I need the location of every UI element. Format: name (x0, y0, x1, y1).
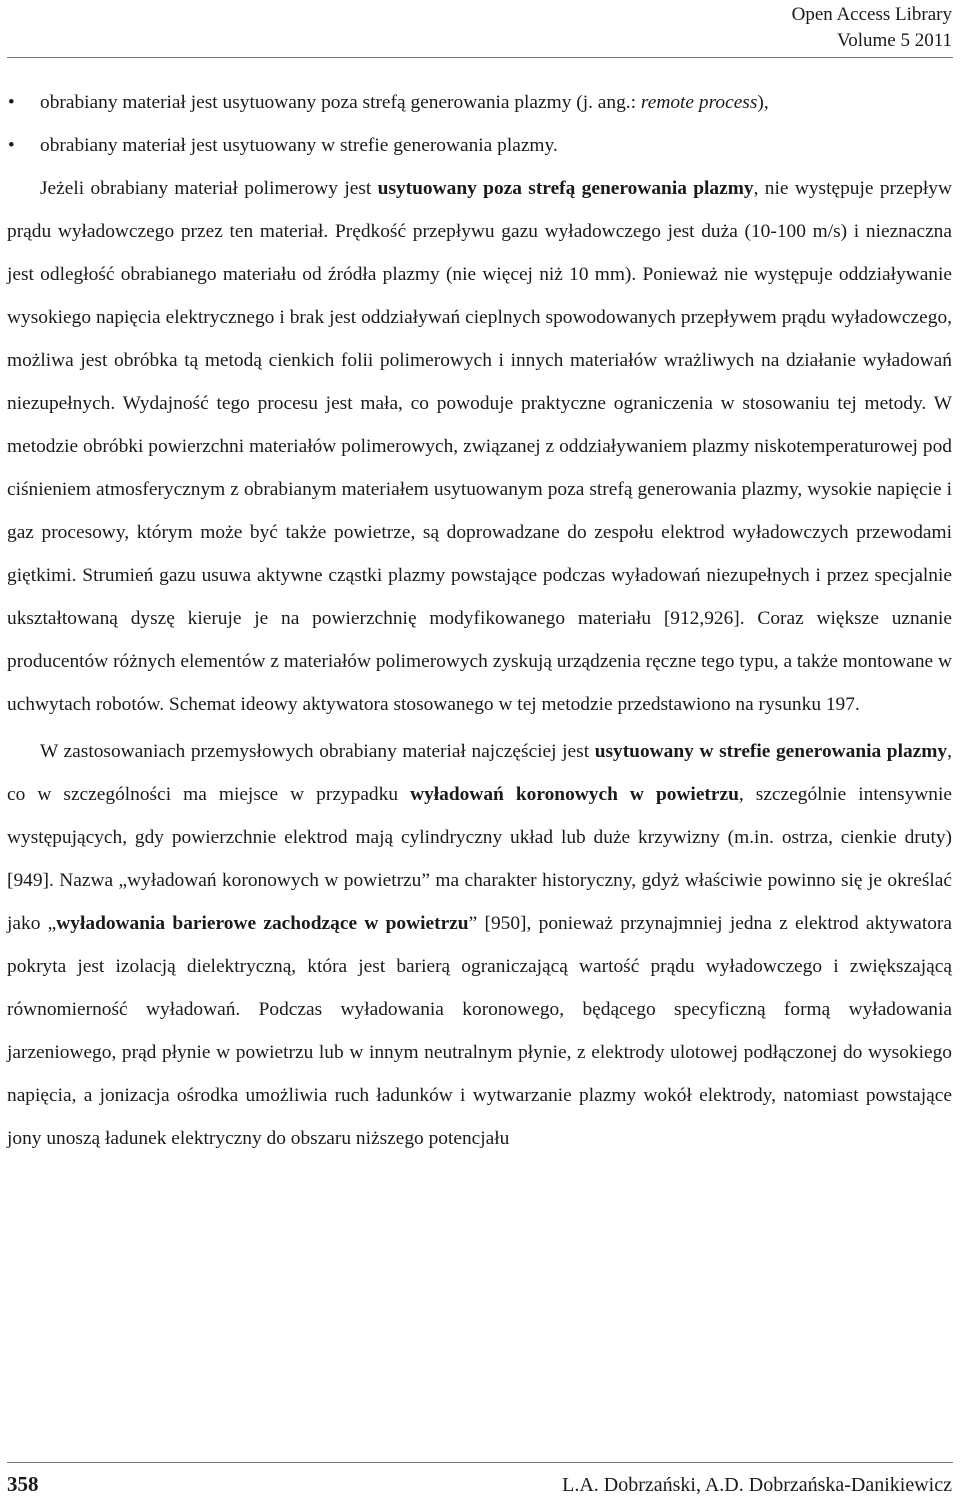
text-run: Jeżeli obrabiany materiał polimerowy jest (40, 178, 378, 199)
text-run: W zastosowaniach przemysłowych obrabiany materiał najczęściej jest (40, 741, 595, 762)
running-header (792, 2, 952, 54)
bullet-item-inside (7, 124, 952, 167)
bold-term: wyładowania barierowe zachodzące w powietrzu (56, 913, 469, 934)
bold-term: wyładowań koronowych w powietrzu (410, 784, 739, 805)
paragraph-remote-process (7, 167, 952, 726)
text-run: , szczególnie intensywnie występujących, gdy powierzchnie elektrod mają cylindryczny układ lub duże krzywizny (m.in. ostrza, cienkie druty) [949]. Nazwa „wyładowań koronowych w powietrzu” ma charakter historyczny, gdyż właściwie powinno się je określać jako „ (7, 784, 952, 934)
footer-authors: L.A. Dobrzański, A.D. Dobrzańska-Danikiewicz (562, 1474, 952, 1496)
header-divider (7, 57, 953, 58)
bullet-tail: ), (757, 92, 769, 113)
bullet-italic-term: remote process (640, 92, 758, 113)
bullet-text: obrabiany materiał jest usytuowany w strefie generowania plazmy. (40, 135, 558, 156)
bullet-list (7, 81, 952, 167)
bullet-text: obrabiany materiał jest usytuowany poza strefą generowania plazmy (j. ang.: (40, 92, 641, 113)
header-series-title: Open Access Library (791, 4, 952, 25)
bold-term: usytuowany poza strefą generowania plazmy (377, 178, 754, 199)
bold-term: usytuowany w strefie generowania plazmy (594, 741, 948, 762)
text-run: , co w szczególności ma miejsce w przypadku (7, 741, 952, 805)
bullet-item-remote (7, 81, 952, 124)
text-run: ” [950], ponieważ przynajmniej jedna z elektrod aktywatora pokryta jest izolacją dielektryczną, która jest barierą ograniczającą wartość prądu wyładowczego i zwiększającą równomierność wyładowań. Podczas wyładowania koronowego, będącego specyficzną formą wyładowania jarzeniowego, prąd płynie w powietrzu lub w innym neutralnym płynie, z elektrody ulotowej podłączonej do wysokiego napięcia, a jonizacja ośrodka umożliwia ruch ładunków i wytwarzanie plazmy wokół elektrody, natomiast powstające jony unoszą ładunek elektryczny do obszaru niższego potencjału (7, 913, 952, 1149)
paragraph-corona-discharge (7, 730, 952, 1160)
page-number: 358 (7, 1472, 39, 1496)
text-run: , nie występuje przepływ prądu wyładowczego przez ten materiał. Prędkość przepływu gazu wyładowczego jest duża (10-100 m/s) i nieznaczna jest odległość obrabianego materiału od źródła plazmy (nie więcej niż 10 mm). Ponieważ nie występuje oddziaływanie wysokiego napięcia elektrycznego i brak jest oddziaływań cieplnych spowodowanych przepływem prądu wyładowczego, możliwa jest obróbka tą metodą cienkich folii polimerowych i innych materiałów wrażliwych na działanie wyładowań niezupełnych. Wydajność tego procesu jest mała, co powoduje praktyczne ograniczenia w stosowaniu tej metody. W metodzie obróbki powierzchni materiałów polimerowych, związanej z oddziaływaniem plazmy niskotemperaturowej pod ciśnieniem atmosferycznym z obrabianym materiałem usytuowanym poza strefą generowania plazmy, wysokie napięcie i gaz procesowy, którym może być także powietrze, są doprowadzane do zespołu elektrod wyładowczych przewodami giętkimi. Strumień gazu usuwa aktywne cząstki plazmy powstające podczas wyładowań niezupełnych i przez specjalnie ukształtowaną dyszę kieruje je na powierzchnię modyfikowanego materiału [912,926]. Coraz większe uznanie producentów różnych elementów z materiałów polimerowych zyskują urządzenia ręczne tego typu, a także montowane w uchwytach robotów. Schemat ideowy aktywatora stosowanego w tej metodzie przedstawiono na rysunku 197. (7, 178, 952, 715)
header-volume: Volume 5 2011 (836, 30, 952, 51)
footer-divider (7, 1462, 953, 1463)
page-body (7, 81, 952, 1160)
